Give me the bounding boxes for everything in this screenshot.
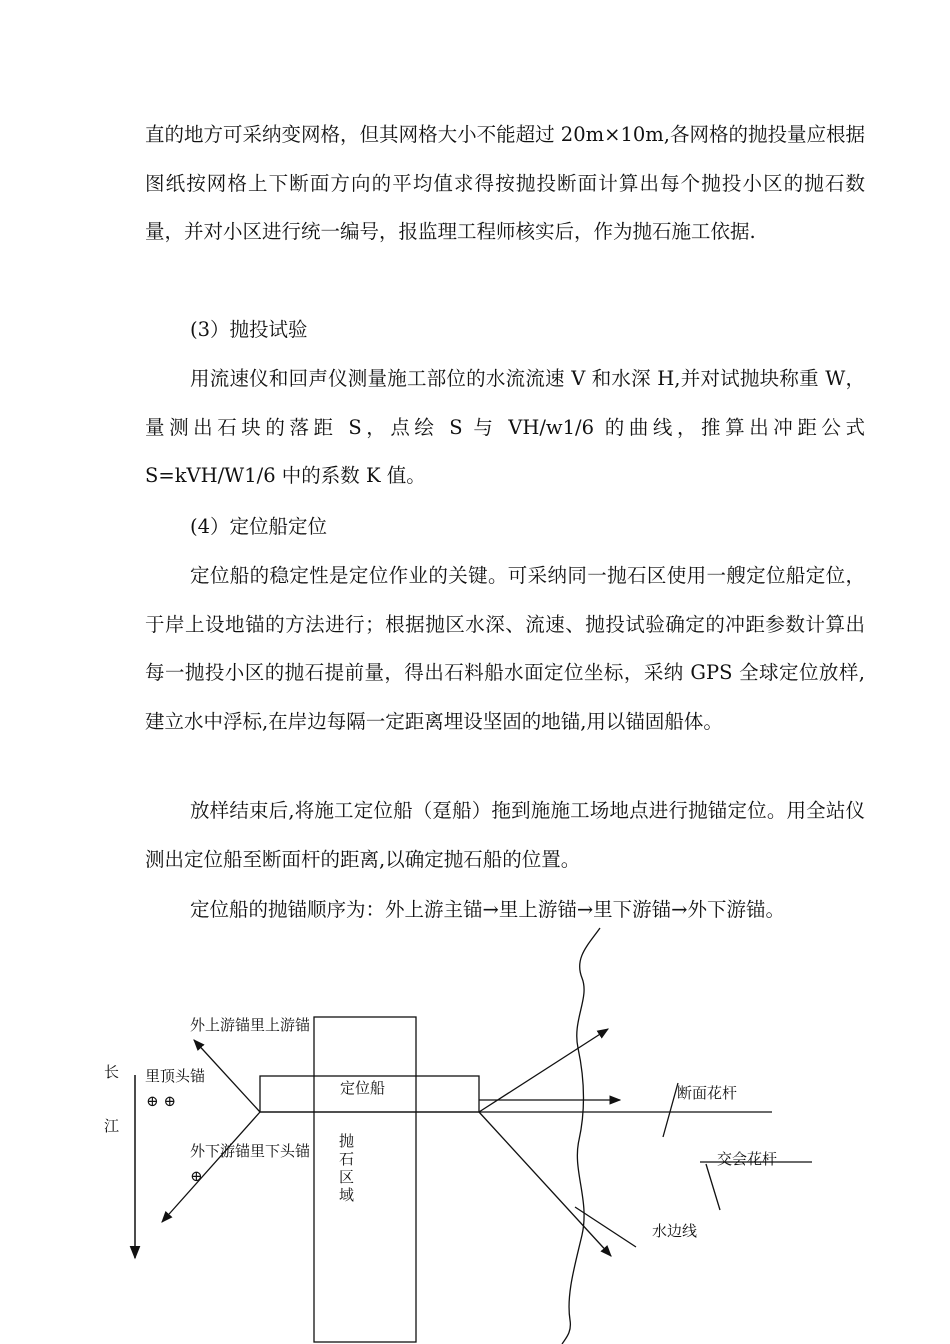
stone-area-char-4: 域 bbox=[339, 1186, 355, 1204]
shoreline-curve bbox=[562, 928, 600, 1344]
paragraph-layout-end: 放样结束后,将施工定位船（趸船）拖到施施工场地点进行抛锚定位。用全站仪测出定位船至断面杆的距离,以确定抛石船的位置。 bbox=[145, 799, 865, 871]
positioning-ship-label: 定位船 bbox=[340, 1079, 386, 1097]
stone-area-char-3: 区 bbox=[339, 1168, 355, 1186]
outer-upstream-label: 外上游锚里上游锚 bbox=[190, 1016, 311, 1034]
top-head-anchor-label: 里顶头锚 bbox=[145, 1067, 206, 1085]
section-pole-label: 断面花杆 bbox=[677, 1084, 738, 1102]
paragraph-grid: 直的地方可采纳变网格，但其网格大小不能超过 20m×10m,各网格的抛投量应根据图纸按网格上下断面方向的平均值求得按抛投断面计算出每个抛投小区的抛石数量，并对小区进行统一编号，报监理工程师核实后，作为抛石施工依据. bbox=[145, 123, 865, 243]
heading-ship-positioning: (4）定位船定位 bbox=[190, 515, 328, 538]
heading-throw-test: (3）抛投试验 bbox=[190, 318, 308, 341]
section-pole-tick bbox=[663, 1083, 678, 1137]
inner-downstream-anchor-line bbox=[479, 1112, 611, 1256]
outer-downstream-label: 外下游锚里下头锚 bbox=[190, 1142, 311, 1160]
stone-area-char-2: 石 bbox=[339, 1150, 355, 1168]
anchor-symbol-single: ⊕ bbox=[190, 1167, 203, 1185]
river-label-1: 长 bbox=[104, 1063, 120, 1081]
outer-downstream-anchor-line bbox=[162, 1112, 260, 1222]
stone-area-box bbox=[314, 1017, 416, 1342]
water-edge-label: 水边线 bbox=[652, 1222, 698, 1240]
intersection-pole bbox=[706, 1164, 720, 1210]
river-label-2: 江 bbox=[104, 1117, 120, 1135]
stone-area-char-1: 抛 bbox=[339, 1132, 355, 1150]
intersection-pole-label: 交会花杆 bbox=[717, 1150, 778, 1168]
anchor-symbols: ⊕ ⊕ bbox=[146, 1092, 176, 1110]
paragraph-ship-stability: 定位船的稳定性是定位作业的关键。可采纳同一抛石区使用一艘定位船定位，于岸上设地锚的方法进行；根据抛区水深、流速、抛投试验确定的冲距参数计算出每一抛投小区的抛石提前量，得出石料船水面定位坐标，采纳 GPS 全球定位放样,建立水中浮标,在岸边每隔一定距离埋设坚固的地锚,用以锚固船体。 bbox=[145, 564, 865, 733]
paragraph-anchor-order: 定位船的抛锚顺序为：外上游主锚→里上游锚→里下游锚→外下游锚。 bbox=[190, 898, 786, 921]
paragraph-throw-test: 用流速仪和回声仪测量施工部位的水流流速 V 和水深 H,并对试抛块称重 W，量测出石块的落距 S，点绘 S 与 VH/w1/6 的曲线，推算出冲距公式 S=kVH/W1/6 中的系数 K 值。 bbox=[145, 367, 865, 487]
